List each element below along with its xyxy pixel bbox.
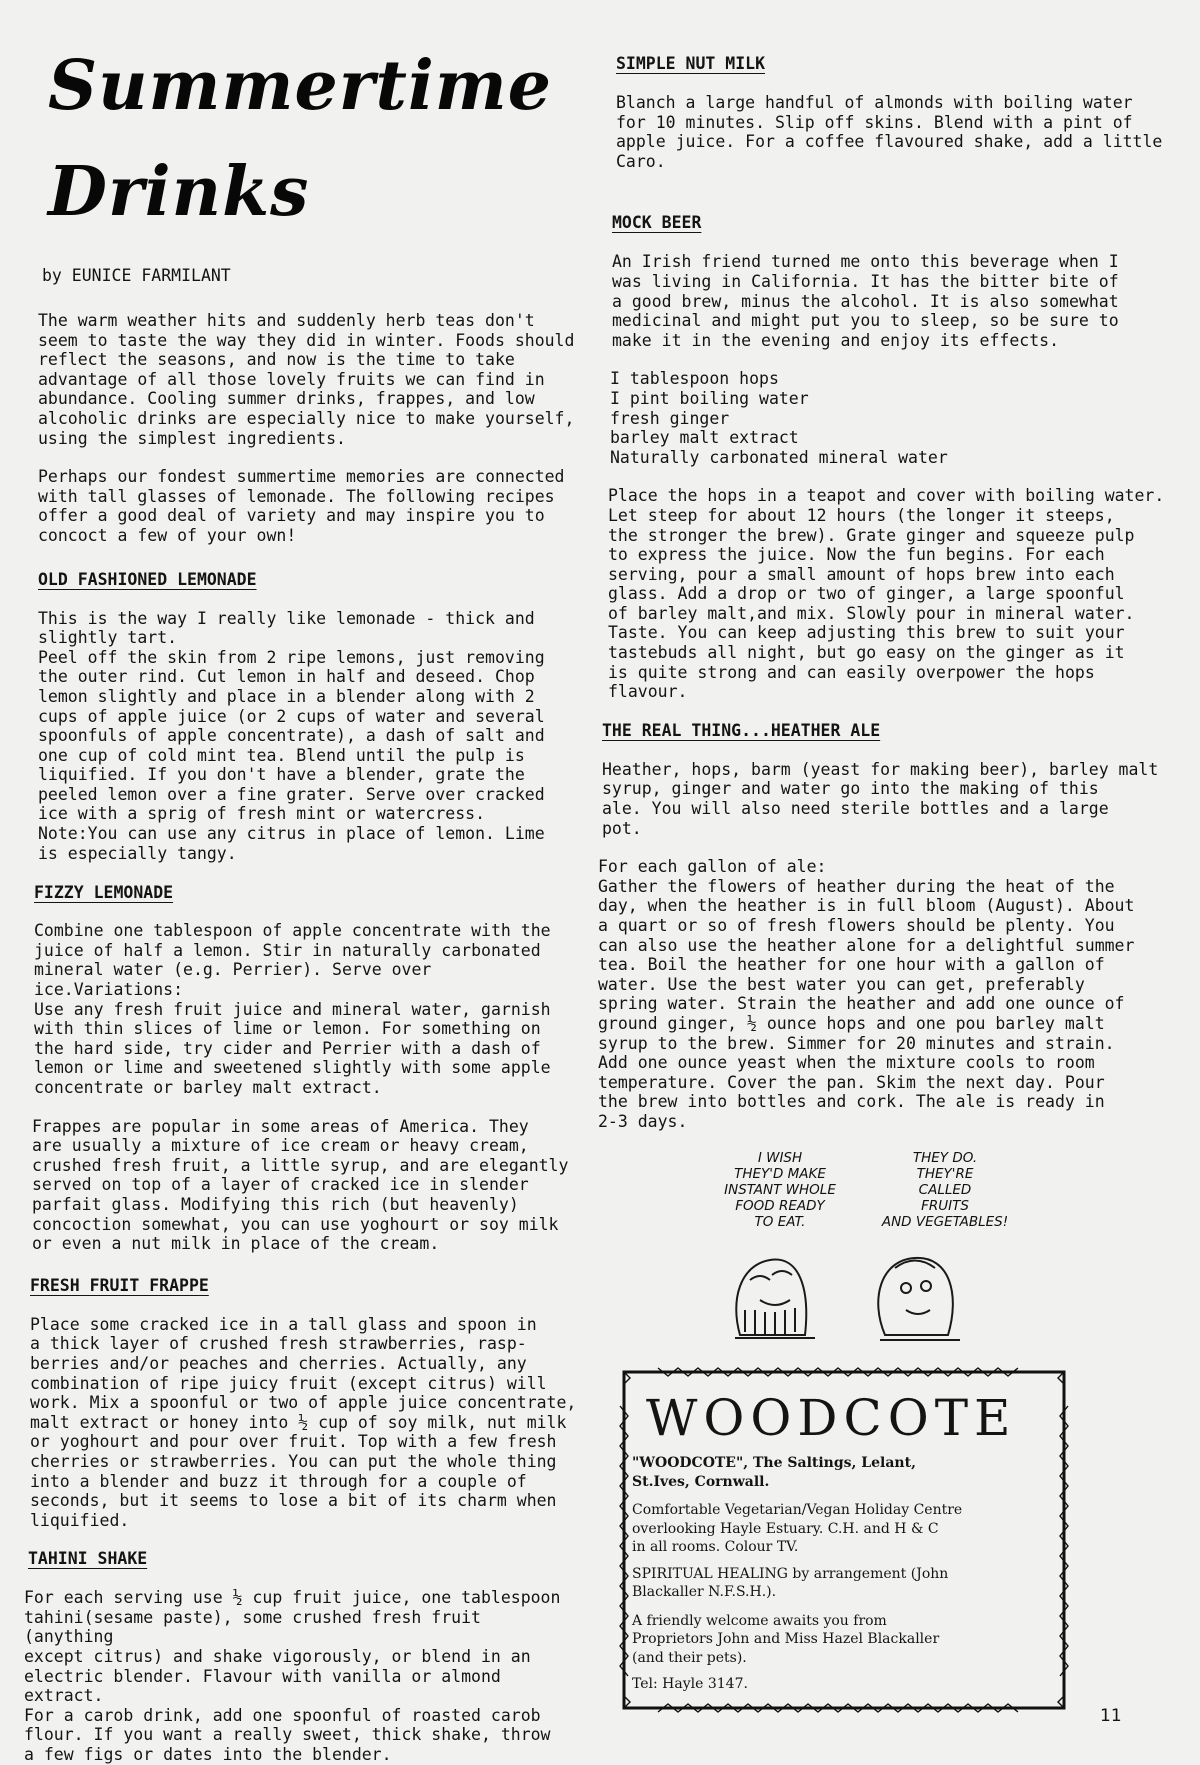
- right-column: [598, 0, 1170, 1132]
- article-title: [48, 36, 568, 242]
- ad-healing: SPIRITUAL HEALING by arrangement (John Blackaller N.F.S.H.).: [632, 1565, 949, 1600]
- left-column: [24, 0, 588, 1765]
- tahini-shake-body: For each serving use ½ cup fruit juice, one tablespoon tahini(sesame paste), some crushed fresh fruit (anything except citrus) and shake vigorously, or blend in an electric blender. Flavour with vanilla or almond extract. For a carob drink, add one spoonful of roasted carob flour. If you want a really sweet, thick shake, throw a few figs or dates into the blender.: [24, 1588, 561, 1765]
- tahini-shake-heading: TAHINI SHAKE: [28, 1549, 148, 1569]
- old-fashioned-lemonade-heading: OLD FASHIONED LEMONADE: [38, 569, 257, 589]
- old-fashioned-lemonade-body: This is the way I really like lemonade - thick and slightly tart. Peel off the skin from 2 ripe lemons, just removing the outer rind. Cut lemon in half and deseed. Chop lemon slightly and place in a blender along with 2 cups of apple juice (or 2 cups of water and several spoonfuls of apple concentrate), a dash of salt and one cup of cold mint tea. Blend until the pulp is liquified. If you don't have a blender, grate the peeled lemon over a fine grater. Serve over cracked ice with a sprig of fresh mint or watercress. Note:You can use any citrus in place of lemon. Lime is especially tangy.: [38, 608, 545, 863]
- woodcote-advertisement: [618, 1366, 1070, 1714]
- heather-ale-intro: Heather, hops, barm (yeast for making beer), barley malt syrup, ginger and water go into the making of this ale. You will also need sterile bottles and a large pot.: [602, 759, 1159, 838]
- fizzy-lemonade-heading: FIZZY LEMONADE: [34, 883, 174, 903]
- cartoon: [710, 1150, 1030, 1370]
- frappes-intro: Frappes are popular in some areas of America. They are usually a mixture of ice cream or heavy cream, crushed fresh fruit, a little syrup, and are elegantly served on top of a layer of cracked ice in slender parfait glass. Modifying this rich (but heavenly) concoction somewhat, you can use yoghourt or soy milk or even a nut milk in place of the cream.: [32, 1116, 569, 1254]
- mock-beer-ingredients: I tablespoon hops I pint boiling water fresh ginger barley malt extract Naturally carbonated mineral water: [610, 369, 948, 467]
- heather-ale-heading: THE REAL THING...HEATHER ALE: [602, 720, 881, 740]
- intro-paragraph-1: The warm weather hits and suddenly herb teas don't seem to taste the way they did in winter. Foods should reflect the seasons, and now is the time to take advantage of all those lovely fruits we can find in abundance. Cooling summer drinks, frappes, and low alcoholic drinks are especially nice to make yourself, using the simplest ingredients.: [38, 311, 575, 448]
- ad-welcome: A friendly welcome awaits you from Proprietors John and Miss Hazel Blackaller (and their pets).: [632, 1612, 940, 1666]
- cartoon-drawing-icon: [710, 1150, 1030, 1370]
- heather-ale-method: For each gallon of ale: Gather the flowers of heather during the heat of the day, when the heather is in full bloom (August). About a quart or so of fresh flowers should be plenty. You can also use the heather alone for a delightful summer tea. Boil the heather for one hour with a gallon of water. Use the best water you can get, preferably spring water. Strain the heather and add one ounce of ground ginger, ½ ounce hops and one pou barley malt syrup to the brew. Simmer for 20 minutes and strain. Add one ounce yeast when the mixture cools to room temperature. Cover the pan. Skim the next day. Pour the brew into bottles and cork. The ale is ready in 2-3 days.: [598, 857, 1135, 1131]
- mock-beer-method: Place the hops in a teapot and cover with boiling water. Let steep for about 12 hours (the longer it steeps, the stronger the brew). Grate ginger and squeeze pulp to express the juice. Now the fun begins. For each serving, pour a small amount of hops brew into each glass. Add a drop or two of ginger, a large spoonful of barley malt,and mix. Slowly pour in mineral water. Taste. You can keep adjusting this brew to suit your tastebuds all night, but go easy on the ginger as it is quite strong and can easily overpower the hops flavour.: [608, 486, 1165, 702]
- ad-address: "WOODCOTE", The Saltings, Lelant, St.Ives, Cornwall.: [632, 1455, 916, 1490]
- fresh-fruit-frappe-heading: FRESH FRUIT FRAPPE: [30, 1275, 209, 1295]
- page-number: 11: [1100, 1706, 1122, 1726]
- mock-beer-heading: MOCK BEER: [612, 213, 702, 233]
- simple-nut-milk-heading: SIMPLE NUT MILK: [616, 54, 766, 73]
- ad-content: [632, 1380, 1056, 1694]
- ad-title: WOODCOTE: [646, 1389, 1017, 1447]
- speech-bubble-right: THEY DO. THEY'RE CALLED FRUITS AND VEGETABLES!: [881, 1150, 1009, 1230]
- title-line-2: Drinks: [48, 152, 310, 232]
- fizzy-lemonade-body: Combine one tablespoon of apple concentrate with the juice of half a lemon. Stir in naturally carbonated mineral water (e.g. Perrier). Serve over ice.Variations: Use any fresh fruit juice and mineral water, garnish with thin slices of lime or lemon. For something on the hard side, try cider and Perrier with a dash of lemon or lime and sweetened slightly with some apple concentrate or barley malt extract.: [34, 921, 551, 1097]
- ad-description: Comfortable Vegetarian/Vegan Holiday Centre overlooking Hayle Estuary. C.H. and H & C in all rooms. Colour TV.: [632, 1502, 963, 1555]
- speech-bubble-left: I WISH THEY'D MAKE INSTANT WHOLE FOOD READY TO EAT.: [724, 1150, 836, 1230]
- title-line-1: Summertime: [48, 46, 552, 126]
- ad-telephone: Tel: Hayle 3147.: [632, 1676, 748, 1692]
- intro-paragraph-2: Perhaps our fondest summertime memories are connected with tall glasses of lemonade. The following recipes offer a good deal of variety and may inspire you to concoct a few of your own!: [38, 467, 565, 545]
- fresh-fruit-frappe-body: Place some cracked ice in a tall glass and spoon in a thick layer of crushed fresh strawberries, rasp- berries and/or peaches and cherries. Actually, any combination of ripe juicy fruit (except citrus) will work. Mix a spoonful or two of apple juice concentrate, malt extract or honey into ½ cup of soy milk, nut milk or yoghourt and pour over fruit. Top with a few fresh cherries or strawberries. You can put the whole thing into a blender and buzz it through for a couple of seconds, but it seems to lose a bit of its charm when liquified.: [30, 1314, 577, 1530]
- byline: by EUNICE FARMILANT: [42, 266, 231, 285]
- simple-nut-milk-body: Blanch a large handful of almonds with boiling water for 10 minutes. Slip off skins. Blend with a pint of apple juice. For a coffee flavoured shake, add a little Caro.: [616, 93, 1163, 171]
- mock-beer-intro: An Irish friend turned me onto this beverage when I was living in California. It has the bitter bite of a good brew, minus the alcohol. It is also somewhat medicinal and might put you to sleep, so be sure to make it in the evening and enjoy its effects.: [612, 252, 1119, 350]
